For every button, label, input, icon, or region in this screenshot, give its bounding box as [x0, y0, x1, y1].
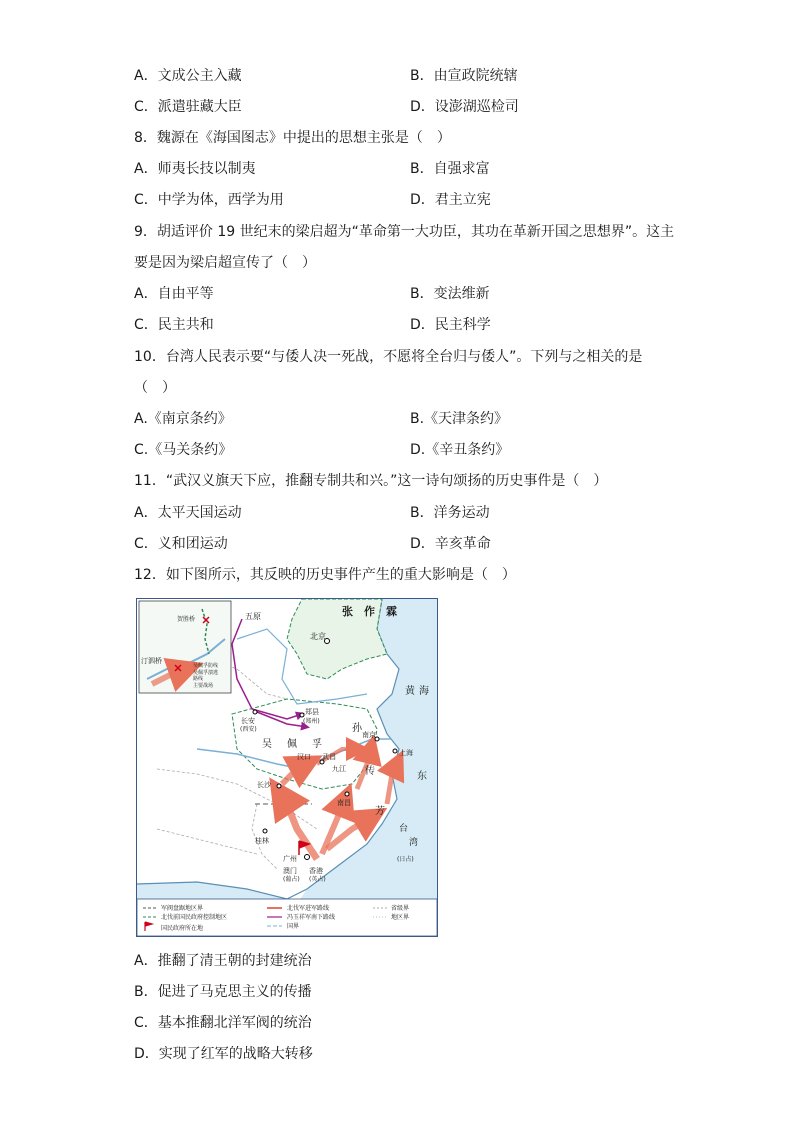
label-zhengxian: 郑县 [305, 708, 319, 716]
q10-stem-line1: 10．台湾人民表示要“与倭人决一死战，不愿将全台归与倭人”。下列与之相关的是 [134, 349, 643, 365]
label-sun: 孙 [352, 723, 362, 734]
label-beijing: 北京 [310, 632, 326, 641]
q7-option-c[interactable]: C．派遣驻藏大臣 [134, 99, 242, 115]
inset-legend-3: 路线 [193, 676, 204, 682]
q11-option-a[interactable]: A．太平天国运动 [134, 505, 242, 521]
legend-district: 地区界 [391, 914, 410, 921]
legend-feng-route: 冯玉祥军南下路线 [287, 914, 336, 921]
shanghai-marker [393, 749, 397, 753]
label-aomen-note: (葡占) [283, 876, 300, 883]
label-hankou: 汉口 [297, 753, 311, 761]
legend-border: 国界 [287, 923, 300, 930]
label-xianggang: 香港 [309, 867, 323, 875]
legend-gov-seat: 国民政府所在地 [161, 925, 204, 932]
label-shanghai: 上海 [399, 749, 413, 757]
q9-stem-line1: 9．胡适评价 19 世纪末的梁启超为“革命第一大功臣，其功在革新开国之思想界”。这主 [134, 224, 675, 240]
label-zhengzhou: (郑州) [303, 718, 320, 725]
label-chuan: 传 [365, 766, 375, 777]
label-jiujiang: 九江 [332, 765, 346, 773]
inset-legend-4: 主要战场 [193, 683, 214, 689]
label-changan: 长安 [241, 717, 255, 725]
label-xianggang-note: (英占) [309, 876, 326, 883]
label-hai: 海 [419, 686, 429, 697]
label-pei: 佩 [287, 739, 297, 750]
changan-marker [253, 710, 257, 714]
q7-option-b[interactable]: B．由宣政院统辖 [410, 68, 518, 84]
q9-option-d[interactable]: D．民主科学 [410, 317, 491, 333]
route-changsha-wuchang [282, 761, 312, 784]
q10-stem-line2: （ ） [134, 380, 176, 396]
label-huang: 黄 [405, 686, 415, 697]
label-dong: 东 [417, 771, 427, 782]
q9-option-a[interactable]: A．自由平等 [134, 286, 214, 302]
legend-warlord: 军阀盘踞地区界 [161, 905, 204, 912]
q10-option-b[interactable]: B.《天津条约》 [410, 411, 509, 427]
label-changsha: 长沙 [257, 781, 271, 789]
zhengxian-marker [300, 713, 304, 717]
q11-option-b[interactable]: B．洋务运动 [410, 505, 490, 521]
q12-option-a[interactable]: A．推翻了清王朝的封建统治 [134, 953, 312, 969]
label-aomen: 澳门 [283, 867, 297, 875]
label-tingsiqiao: 汀泗桥 [141, 657, 162, 665]
label-zhangzuolin: 张 作 霖 [342, 605, 397, 618]
label-wuchang: 武昌 [322, 753, 336, 761]
q7-option-d[interactable]: D．设澎湖巡检司 [410, 99, 519, 115]
label-nanjing: 南京 [362, 731, 376, 739]
q8-option-b[interactable]: B．自强求富 [410, 161, 490, 177]
northern-expedition-map [136, 598, 438, 937]
label-taiwan-wan: 湾 [409, 838, 419, 848]
inset-legend-1: 吴佩孚防线 [193, 663, 219, 669]
inset-legend-2: 吴佩孚溃逃 [193, 670, 219, 676]
inset-map-frame [139, 601, 231, 693]
label-hesheng: 贺胜桥 [177, 616, 196, 623]
guangzhou-marker [305, 855, 310, 860]
province-border-4 [157, 829, 257, 854]
label-xian: (西安) [240, 726, 257, 733]
label-taiwan-tai: 台 [399, 824, 409, 834]
route-guangzhou-changsha [277, 789, 317, 859]
legend-northern-route: 北伐军进军路线 [287, 905, 330, 912]
q11-stem: 11．“武汉义旗天下应，推翻专制共和兴。”这一诗句颂扬的历史事件是（ ） [134, 473, 608, 489]
q11-option-c[interactable]: C．义和团运动 [134, 536, 228, 552]
nanchang-marker [345, 792, 349, 796]
q7-option-a[interactable]: A．文成公主入藏 [134, 68, 242, 84]
legend-nationalist-area: 北伐前国民政府控制地区 [161, 914, 228, 921]
legend-province: 省级界 [391, 905, 410, 912]
label-taiwan-note: (日占) [397, 856, 414, 863]
q8-option-a[interactable]: A．师夷长技以制夷 [134, 161, 256, 177]
label-wu: 吴 [262, 739, 272, 750]
label-guilin: 桂林 [255, 837, 269, 845]
label-fu: 孚 [312, 739, 322, 750]
q10-option-d[interactable]: D.《辛丑条约》 [410, 442, 510, 458]
changsha-marker [277, 784, 281, 788]
q9-stem-line2: 要是因为梁启超宣传了（ ） [134, 255, 316, 271]
label-wuyuan: 五原 [245, 612, 261, 621]
q12-option-b[interactable]: B．促进了马克思主义的传播 [134, 984, 312, 1000]
label-guangzhou: 广州 [283, 855, 297, 863]
q8-stem: 8．魏源在《海国图志》中提出的思想主张是（ ） [134, 130, 451, 146]
guilin-marker [263, 829, 267, 833]
q8-option-c[interactable]: C．中学为体，西学为用 [134, 192, 284, 208]
q11-option-d[interactable]: D．辛亥革命 [410, 536, 491, 552]
q9-option-c[interactable]: C．民主共和 [134, 317, 214, 333]
label-fang: 芳 [375, 806, 385, 817]
q12-option-d[interactable]: D．实现了红军的战略大转移 [134, 1046, 313, 1062]
q9-option-b[interactable]: B．变法维新 [410, 286, 490, 302]
q10-option-c[interactable]: C.《马关条约》 [134, 442, 233, 458]
label-nanchang: 南昌 [337, 799, 351, 807]
q10-option-a[interactable]: A.《南京条约》 [134, 411, 232, 427]
q8-option-d[interactable]: D．君主立宪 [410, 192, 491, 208]
q12-option-c[interactable]: C．基本推翻北洋军阀的统治 [134, 1015, 312, 1031]
q12-stem: 12．如下图所示，其反映的历史事件产生的重大影响是（ ） [134, 567, 516, 583]
